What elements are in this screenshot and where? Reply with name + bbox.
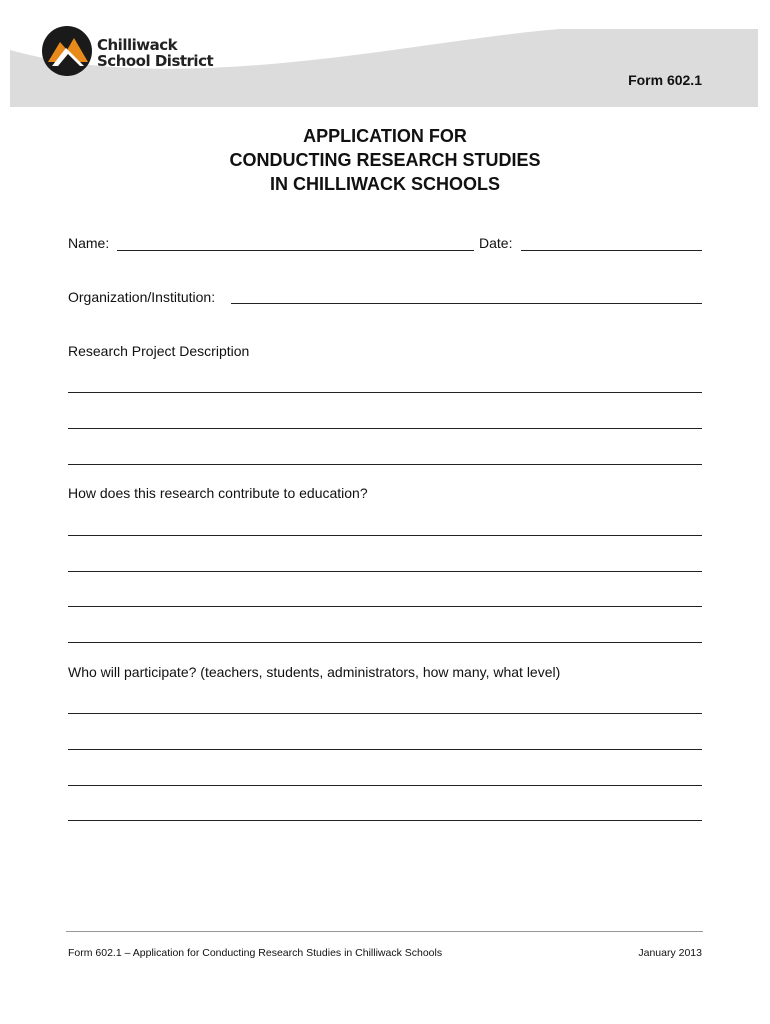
date-field[interactable] bbox=[521, 250, 702, 251]
name-field[interactable] bbox=[117, 250, 474, 251]
description-line[interactable] bbox=[68, 428, 702, 429]
title-line-3: IN CHILLIWACK SCHOOLS bbox=[270, 174, 500, 194]
header-banner bbox=[0, 0, 770, 115]
contribution-line[interactable] bbox=[68, 606, 702, 607]
participants-line[interactable] bbox=[68, 713, 702, 714]
description-line[interactable] bbox=[68, 392, 702, 393]
contribution-line[interactable] bbox=[68, 642, 702, 643]
contribution-label: How does this research contribute to education? bbox=[68, 485, 368, 501]
footer-form-title: Form 602.1 – Application for Conducting Research Studies in Chilliwack Schools bbox=[68, 947, 443, 959]
name-label: Name: bbox=[68, 235, 110, 251]
title-line-1: APPLICATION FOR bbox=[303, 126, 467, 146]
description-label: Research Project Description bbox=[68, 343, 250, 359]
contribution-line[interactable] bbox=[68, 535, 702, 536]
footer-date: January 2013 bbox=[638, 947, 702, 959]
logo-icon bbox=[42, 26, 92, 76]
title-line-2: CONDUCTING RESEARCH STUDIES bbox=[229, 150, 541, 170]
logo-name-line1: Chilliwack bbox=[97, 36, 178, 54]
organization-label: Organization/Institution: bbox=[68, 289, 216, 305]
participants-line[interactable] bbox=[68, 820, 702, 821]
footer-divider bbox=[66, 931, 703, 932]
logo-name-line2: School District bbox=[97, 52, 214, 70]
description-line[interactable] bbox=[68, 464, 702, 465]
participants-label: Who will participate? (teachers, students, administrators, how many, what level) bbox=[68, 664, 561, 680]
participants-line[interactable] bbox=[68, 785, 702, 786]
organization-field[interactable] bbox=[231, 303, 702, 304]
participants-line[interactable] bbox=[68, 749, 702, 750]
date-label: Date: bbox=[479, 235, 513, 251]
contribution-line[interactable] bbox=[68, 571, 702, 572]
form-number: Form 602.1 bbox=[628, 72, 702, 88]
